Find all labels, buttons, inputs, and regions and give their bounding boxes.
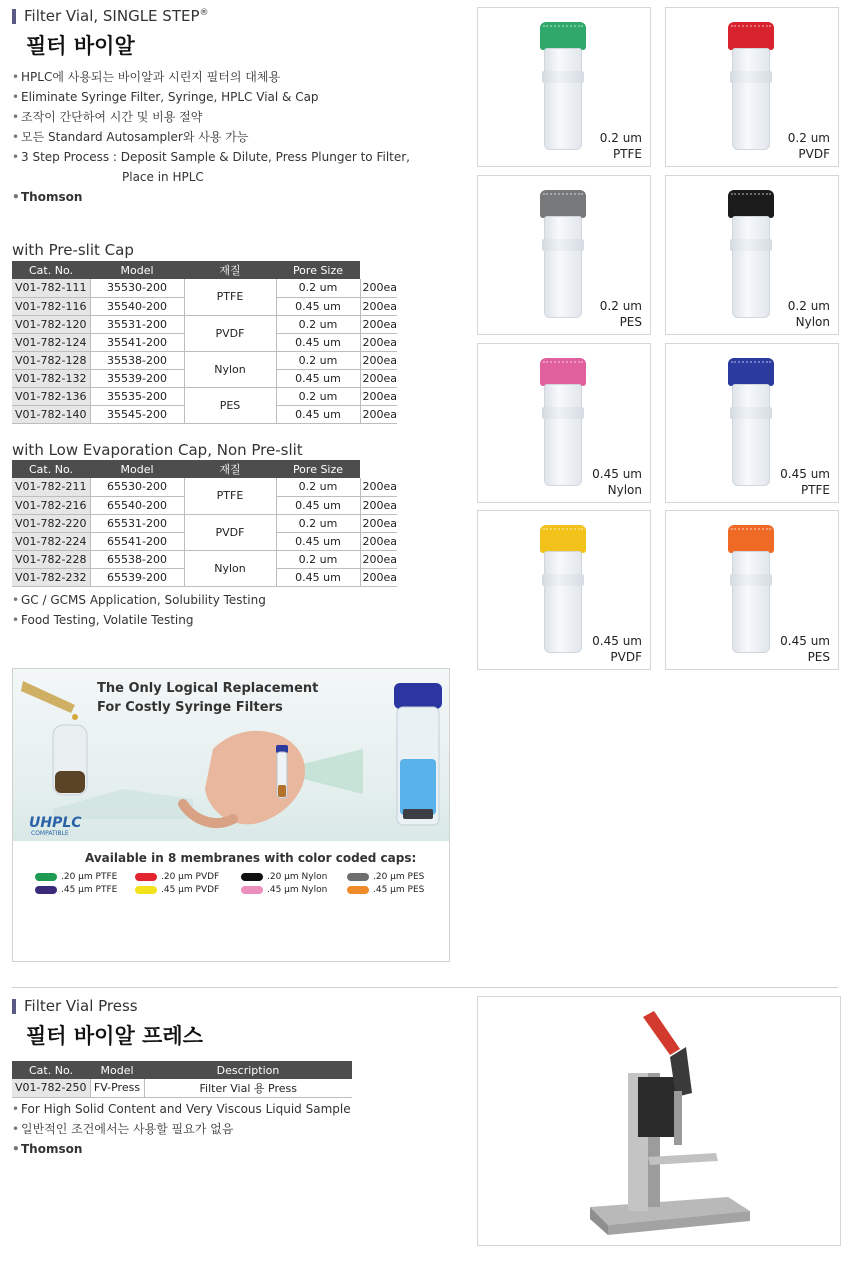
color-swatch <box>347 873 369 881</box>
vial-card <box>665 7 839 167</box>
vial-cap <box>728 190 774 218</box>
vial-image <box>540 358 592 496</box>
vial-card <box>665 343 839 503</box>
legend-item: .20 µm PES <box>347 872 424 882</box>
spec-table-preslit <box>12 261 397 424</box>
legend-item: .20 µm PVDF <box>135 872 219 882</box>
list-item: • 3 Step Process : Deposit Sample & Dilute, Press Plunger to Filter, <box>12 147 410 167</box>
column-header: Model <box>90 1061 144 1079</box>
list-item: • Eliminate Syringe Filter, Syringe, HPLC Vial & Cap <box>12 87 410 107</box>
vial-card <box>477 510 651 670</box>
list-item: • 일반적인 조건에서는 사용할 필요가 없음 <box>12 1119 351 1139</box>
list-item: • For High Solid Content and Very Viscous Liquid Sample <box>12 1099 351 1119</box>
promo-headline: For Costly Syringe Filters <box>97 700 283 715</box>
table-row: V01-782-250 FV-Press Filter Vial 용 Press <box>12 1079 352 1097</box>
press-feature-list <box>12 1099 351 1159</box>
table-row: V01-782-140 35545-200 0.45 um 200ea <box>12 405 397 423</box>
material-label: PES <box>807 650 830 664</box>
vial-image <box>728 525 780 663</box>
column-header: Model <box>90 261 184 279</box>
column-header: Cat. No. <box>12 460 90 478</box>
pore-size-label: 0.45 um <box>592 634 642 648</box>
section-divider <box>12 987 838 988</box>
table-row: V01-782-128 35538-200 Nylon 0.2 um 200ea <box>12 351 397 369</box>
column-header: Cat. No. <box>12 261 90 279</box>
legend-item: .20 µm Nylon <box>241 872 327 882</box>
list-item: • 조작이 간단하여 시간 및 비용 절약 <box>12 107 410 127</box>
vial-cap <box>728 358 774 386</box>
press-table <box>12 1061 352 1098</box>
table-title: with Pre-slit Cap <box>12 241 134 259</box>
list-item: • HPLC에 사용되는 바이알과 시린지 필터의 대체용 <box>12 67 410 87</box>
pore-size-label: 0.45 um <box>592 467 642 481</box>
material-label: PVDF <box>610 650 642 664</box>
column-header: Pore Size <box>276 460 360 478</box>
table-row: V01-782-220 65531-200 PVDF 0.2 um 200ea <box>12 514 397 532</box>
table-row: V01-782-216 65540-200 0.45 um 200ea <box>12 496 397 514</box>
vial-image <box>728 190 780 328</box>
vial-card <box>477 7 651 167</box>
legend-item: .45 µm PTFE <box>35 885 117 895</box>
vial-cap <box>540 22 586 50</box>
vial-cap <box>540 525 586 553</box>
vial-cap <box>540 358 586 386</box>
list-item: • 모든 Standard Autosampler와 사용 가능 <box>12 127 410 147</box>
column-header: 재질 <box>184 261 276 279</box>
pore-size-label: 0.2 um <box>787 131 830 145</box>
feature-list <box>12 67 410 207</box>
material-label: PES <box>619 315 642 329</box>
spec-table-low-evaporation <box>12 460 397 587</box>
uhplc-logo: UHPLC <box>29 815 82 831</box>
table-row: V01-782-224 65541-200 0.45 um 200ea <box>12 532 397 550</box>
membrane-availability-text: Available in 8 membranes with color coded caps: <box>85 851 417 865</box>
color-swatch <box>347 886 369 894</box>
material-label: Nylon <box>607 483 642 497</box>
material-label: PVDF <box>798 147 830 161</box>
pore-size-label: 0.45 um <box>780 634 830 648</box>
color-swatch <box>35 873 57 881</box>
legend-item: .20 µm PTFE <box>35 872 117 882</box>
vial-card <box>665 510 839 670</box>
application-list <box>12 590 266 630</box>
vial-image <box>540 22 592 160</box>
vial-card <box>477 343 651 503</box>
list-item: • GC / GCMS Application, Solubility Testing <box>12 590 266 610</box>
table-row: V01-782-228 65538-200 Nylon 0.2 um 200ea <box>12 550 397 568</box>
column-header: Description <box>144 1061 352 1079</box>
material-label: PTFE <box>612 147 642 161</box>
section-title-korean: 필터 바이알 <box>26 34 135 58</box>
promo-headline: The Only Logical Replacement <box>97 681 319 696</box>
legend-item: .45 µm PES <box>347 885 424 895</box>
vial-cap <box>728 22 774 50</box>
color-swatch <box>241 873 263 881</box>
section-title-korean: 필터 바이알 프레스 <box>26 1024 203 1048</box>
vial-image <box>728 358 780 496</box>
press-image-frame <box>477 996 841 1246</box>
section-title: Filter Vial Press <box>12 997 138 1015</box>
vial-cap <box>540 190 586 218</box>
table-row: V01-782-136 35535-200 PES 0.2 um 200ea <box>12 387 397 405</box>
pore-size-label: 0.2 um <box>787 299 830 313</box>
column-header: Pore Size <box>276 261 360 279</box>
filter-vial-press-image <box>478 997 840 1245</box>
legend-item: .45 µm Nylon <box>241 885 327 895</box>
section-title: Filter Vial, SINGLE STEP® <box>12 7 209 25</box>
promo-banner <box>12 668 450 962</box>
list-item: • Food Testing, Volatile Testing <box>12 610 266 630</box>
column-header: 재질 <box>184 460 276 478</box>
pore-size-label: 0.45 um <box>780 467 830 481</box>
table-row: V01-782-120 35531-200 PVDF 0.2 um 200ea <box>12 315 397 333</box>
table-row: V01-782-211 65530-200 PTFE 0.2 um 200ea <box>12 478 397 496</box>
column-header: Cat. No. <box>12 1061 90 1079</box>
vial-image <box>728 22 780 160</box>
color-swatch <box>135 873 157 881</box>
vial-image <box>540 190 592 328</box>
vial-card <box>477 175 651 335</box>
material-label: PTFE <box>800 483 830 497</box>
table-row: V01-782-111 35530-200 PTFE 0.2 um 200ea <box>12 279 397 297</box>
uhplc-logo-subtitle: COMPATIBLE <box>31 830 69 837</box>
color-swatch <box>241 886 263 894</box>
pore-size-label: 0.2 um <box>599 299 642 313</box>
brand-name: • Thomson <box>12 187 410 207</box>
list-item-continuation: Place in HPLC <box>122 170 204 184</box>
color-swatch <box>135 886 157 894</box>
column-header: Model <box>90 460 184 478</box>
vial-cap <box>728 525 774 553</box>
vial-card <box>665 175 839 335</box>
vial-image <box>540 525 592 663</box>
brand-name: • Thomson <box>12 1139 351 1159</box>
legend-item: .45 µm PVDF <box>135 885 219 895</box>
table-title: with Low Evaporation Cap, Non Pre-slit <box>12 441 303 459</box>
pore-size-label: 0.2 um <box>599 131 642 145</box>
material-label: Nylon <box>795 315 830 329</box>
table-row: V01-782-132 35539-200 0.45 um 200ea <box>12 369 397 387</box>
table-row: V01-782-124 35541-200 0.45 um 200ea <box>12 333 397 351</box>
table-row: V01-782-232 65539-200 0.45 um 200ea <box>12 568 397 586</box>
color-swatch <box>35 886 57 894</box>
table-row: V01-782-116 35540-200 0.45 um 200ea <box>12 297 397 315</box>
